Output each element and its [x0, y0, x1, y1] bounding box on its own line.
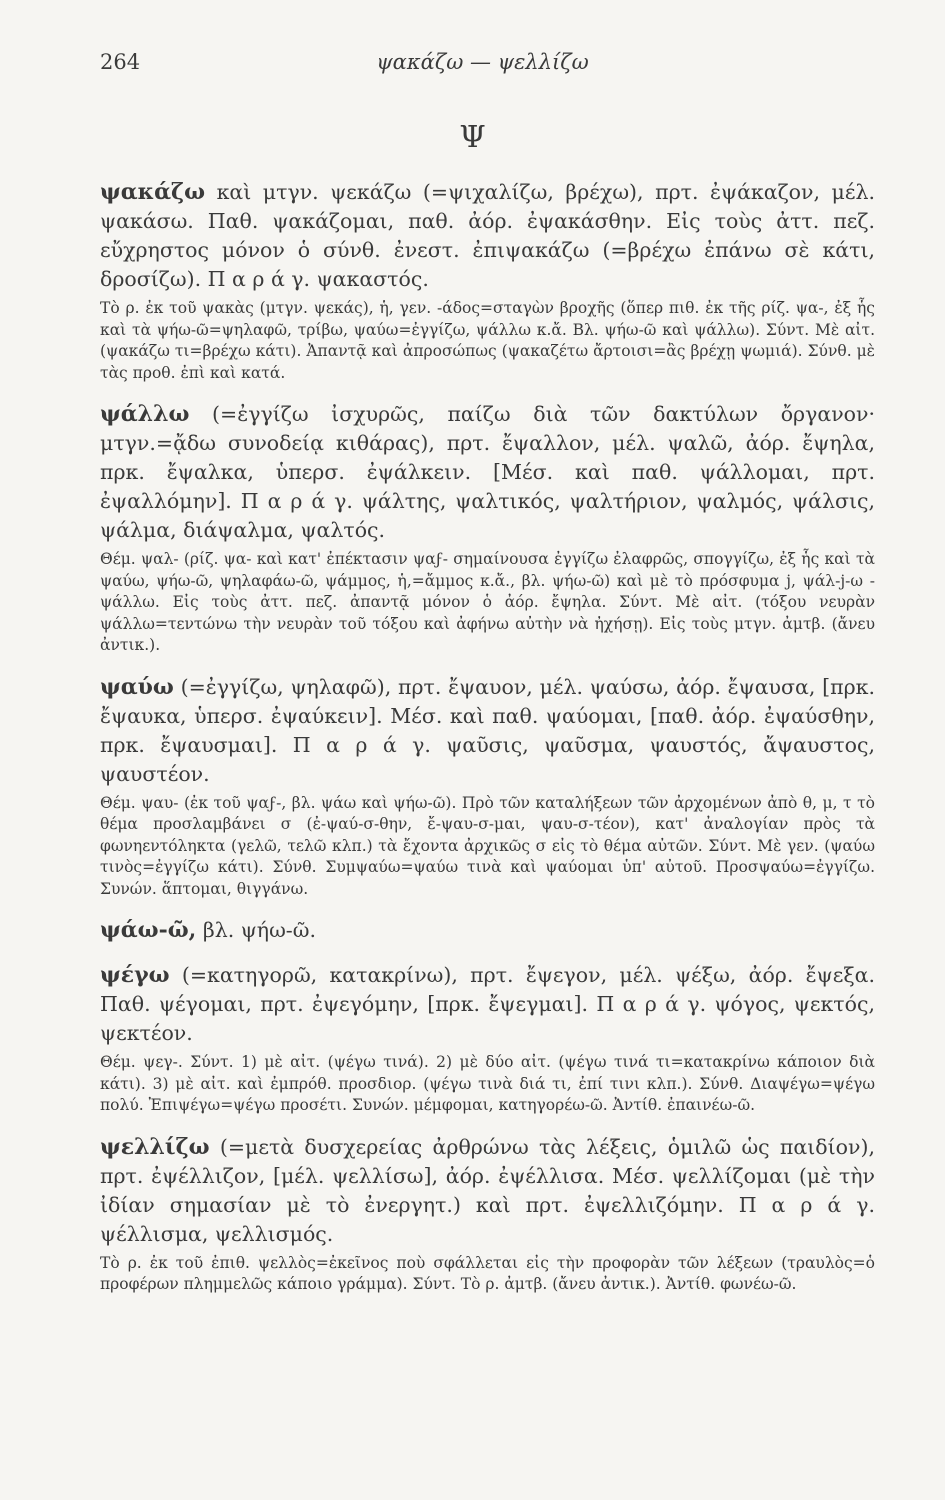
entry-text: (=μετὰ δυσχερείας ἀρθρώνω τὰς λέξεις, ὁμιλῶ ὡς παιδίον), πρτ. ἐψέλλιζον, [μέλ. ψελλίσω], ἀόρ. ἐψέλλισα. Μέσ. ψελλίζομαι (μὲ τὴν ἰδίαν σημασίαν μὲ τὸ ἐνεργητ.) καὶ πρτ. ἐψελλιζόμην. Π α ρ ά γ. ψέλλισμα, ψελλισμός.	[100, 1134, 875, 1246]
entry-text: καὶ μτγν. ψεκάζω (=ψιχαλίζω, βρέχω), πρτ. ἐψάκαζον, μέλ. ψακάσω. Παθ. ψακάζομαι, παθ. ἀόρ. ἐψακάσθην. Εἰς τοὺς ἀττ. πεζ. εὔχρηστος μόνον ὁ σύνθ. ἐνεστ. ἐπιψακάζω (=βρέχω ἐπάνω σὲ κάτι, δροσίζω). Π α ρ ά γ. ψακαστός.	[100, 180, 875, 291]
entry-text: (=ἐγγίζω, ψηλαφῶ), πρτ. ἔψαυον, μέλ. ψαύσω, ἀόρ. ἔψαυσα, [πρκ. ἔψαυκα, ὑπερσ. ἐψαύκειν]. Μέσ. καὶ παθ. ψαύομαι, [παθ. ἀόρ. ἐψαύσθην, πρκ. ἔψαυσμαι]. Π α ρ ά γ. ψαῦσις, ψαῦσμα, ψαυστός, ἄψαυστος, ψαυστέον.	[100, 674, 875, 786]
entry-psao	[100, 916, 875, 945]
entry-psego	[100, 961, 875, 1117]
entry-etymology: Τὸ ρ. ἐκ τοῦ ἐπιθ. ψελλὸς=ἐκεῖνος ποὺ σφάλλεται εἰς τὴν προφορὰν τῶν λέξεων (τραυλὸς=ὁ προφέρων πλημμελῶς κάποιο γράμμα). Σύντ. Τὸ ρ. ἀμτβ. (ἄνευ ἀντικ.). Ἀντίθ. φωνέω-ῶ.	[100, 1253, 875, 1293]
entry-psakazo	[100, 178, 875, 384]
entry-text: (=ἐγγίζω ἰσχυρῶς, παίζω διὰ τῶν δακτύλων ὄργανον· μτγν.=ᾄδω συνοδείᾳ κιθάρας), πρτ. ἔψαλλον, μέλ. ψαλῶ, ἀόρ. ἔψηλα, πρκ. ἔψαλκα, ὑπερσ. ἐψάλκειν. [Μέσ. καὶ παθ. ψάλλομαι, πρτ. ἐψαλλόμην]. Π α ρ ά γ. ψάλτης, ψαλτικός, ψαλτήριον, ψαλμός, ψάλσις, ψάλμα, διάψαλμα, ψαλτός.	[100, 402, 875, 542]
entry-psellizo	[100, 1133, 875, 1296]
entry-main	[100, 400, 875, 545]
entry-lemma: ψαύω	[100, 673, 174, 700]
entry-psallo	[100, 400, 875, 657]
entry-lemma: ψελλίζω	[100, 1133, 210, 1160]
entry-main	[100, 673, 875, 789]
entry-lemma: ψάλλω	[100, 401, 190, 427]
entry-etymology: Θέμ. ψεγ-. Σύντ. 1) μὲ αἰτ. (ψέγω τινά). 2) μὲ δύο αἰτ. (ψέγω τινά τι=κατακρίνω κάποιον διὰ κάτι). 3) μὲ αἰτ. καὶ ἐμπρόθ. προσδιορ. (ψέγω τινὰ διά τι, ἐπί τινι κλπ.). Σύνθ. Διαψέγω=ψέγω πολύ. Ἐπιψέγω=ψέγω προσέτι. Συνών. μέμφομαι, κατηγορέω-ῶ. Ἀντίθ. ἐπαινέω-ῶ.	[100, 1053, 875, 1114]
entry-lemma: ψάω-ῶ,	[100, 917, 197, 943]
entry-text: (=κατηγορῶ, κατακρίνω), πρτ. ἔψεγον, μέλ. ψέξω, ἀόρ. ἔψεξα. Παθ. ψέγομαι, πρτ. ἐψεγόμην, [πρκ. ἔψεγμαι]. Π α ρ ά γ. ψόγος, ψεκτός, ψεκτέον.	[100, 963, 875, 1045]
entry-etymology: Θέμ. ψαυ- (ἐκ τοῦ ψαϝ-, βλ. ψάω καὶ ψήω-ῶ). Πρὸ τῶν καταλήξεων τῶν ἀρχομένων ἀπὸ θ, μ, τ τὸ θέμα προσλαμβάνει σ (ἐ-ψαύ-σ-θην, ἔ-ψαυ-σ-μαι, ψαυ-σ-τέον), κατ' ἀναλογίαν πρὸς τὰ φωνηεντόληκτα (γελῶ, τελῶ κλπ.) τὰ ἔχοντα ἀρχικῶς σ εἰς τὸ θέμα αὐτῶν. Σύντ. Μὲ γεν. (ψαύω τινὸς=ἐγγίζω κάτι). Σύνθ. Συμψαύω=ψαύω τινὰ καὶ ψαύομαι ὑπ' αὐτοῦ. Προσψαύω=ἐγγίζω. Συνών. ἅπτομαι, θιγγάνω.	[100, 793, 875, 898]
entry-main	[100, 178, 875, 294]
entry-lemma: ψακάζω	[100, 179, 206, 205]
page-header	[100, 42, 865, 82]
letter-heading: Ψ	[459, 120, 486, 155]
entry-etymology: Τὸ ρ. ἐκ τοῦ ψακὰς (μτγν. ψεκάς), ἡ, γεν. -άδος=σταγὼν βροχῆς (ὅπερ πιθ. ἐκ τῆς ρίζ. ψα-, ἐξ ἧς καὶ τὰ ψήω-ῶ=ψηλαφῶ, τρίβω, ψαύω=ἐγγίζω, ψάλλω κ.ἄ. Βλ. ψήω-ῶ καὶ ψάλλω). Σύντ. Μὲ αἰτ. (ψακάζω τι=βρέχω κάτι). Ἀπαντᾷ καὶ ἀπροσώπως (ψακαζέτω ἄρτοισι=ἂς βρέχῃ ψωμιά). Σύνθ. μὲ τὰς προθ. ἐπὶ καὶ κατά.	[100, 299, 875, 382]
entry-etymology: Θέμ. ψαλ- (ρίζ. ψα- καὶ κατ' ἐπέκτασιν ψαϝ- σημαίνουσα ἐγγίζω ἐλαφρῶς, σπογγίζω, ἐξ ἧς καὶ τὰ ψαύω, ψήω-ῶ, ψηλαφάω-ῶ, ψάμμος, ἡ,=ἄμμος κ.ἄ., βλ. ψήω-ῶ) καὶ μὲ τὸ πρόσφυμα j, ψάλ-j-ω - ψάλλω. Εἰς τοὺς ἀττ. πεζ. ἀπαντᾷ μόνον ὁ ἀόρ. ἔψηλα. Σύντ. Μὲ αἰτ. (τόξου νευρὰν ψάλλω=τεντώνω τὴν νευρὰν τοῦ τόξου καὶ ἀφήνω αὐτὴν νὰ ἠχήσῃ). Εἰς τοὺς μτγν. ἀμτβ. (ἄνευ ἀντικ.).	[100, 550, 875, 654]
entry-main	[100, 1133, 875, 1249]
entry-text: βλ. ψήω-ῶ.	[202, 918, 316, 942]
entry-main	[100, 916, 875, 945]
entries-list	[100, 178, 875, 1312]
page-number: 264	[100, 50, 141, 74]
entry-main	[100, 961, 875, 1048]
entry-lemma: ψέγω	[100, 962, 170, 988]
entry-psauo	[100, 673, 875, 901]
running-head: ψακάζω — ψελλίζω	[376, 50, 589, 74]
